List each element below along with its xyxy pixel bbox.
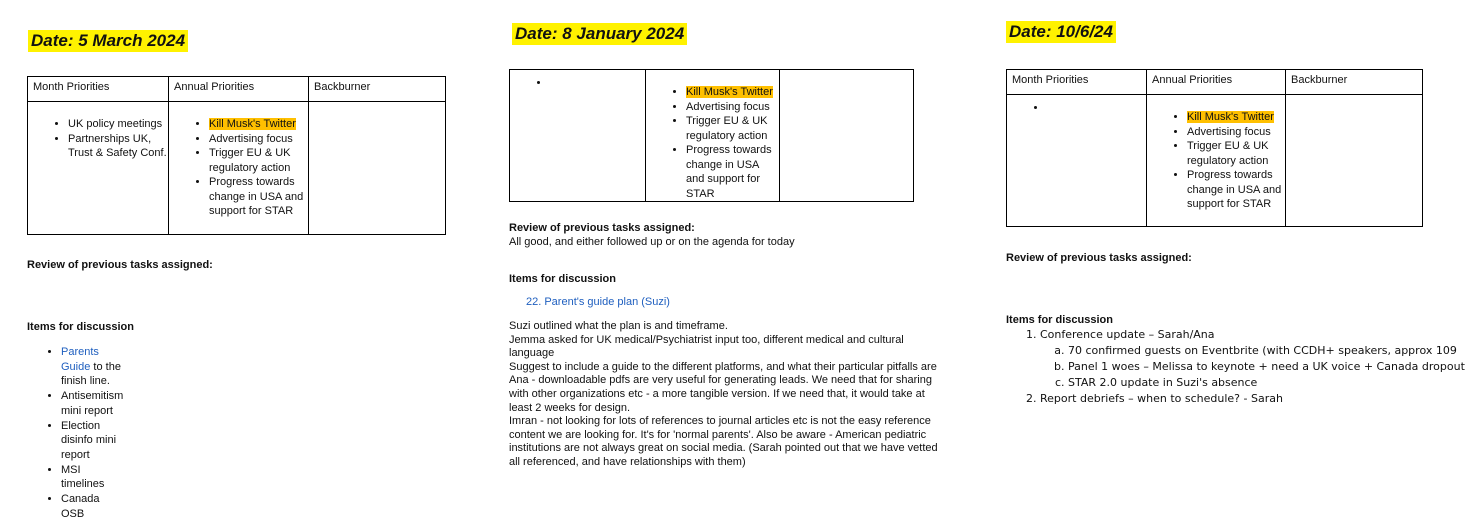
doc2-items-heading: Items for discussion bbox=[509, 273, 616, 285]
doc3-items-heading: Items for discussion bbox=[1006, 314, 1113, 326]
list-item: • Election disinfo mini report bbox=[61, 419, 123, 463]
doc3-header-annual: Annual Priorities bbox=[1147, 70, 1286, 95]
sub-list-item: a. 70 confirmed guests on Eventbrite (with CCDH+ speakers, approx 109 bbox=[1068, 343, 1480, 359]
list-item: • Trigger EU & UK regulatory action bbox=[686, 114, 779, 143]
doc3-header-month: Month Priorities bbox=[1007, 70, 1147, 95]
parents-guide-link[interactable]: Parents Guide bbox=[61, 346, 99, 373]
doc2-annual-cell bbox=[646, 70, 780, 202]
empty-list-item bbox=[1047, 101, 1146, 116]
list-item: • Trigger EU & UK regulatory action bbox=[209, 146, 308, 175]
sub-list-item: b. Panel 1 woes – Melissa to keynote + need a UK voice + Canada dropout bbox=[1068, 359, 1480, 375]
list-item: • Progress towards change in USA and support for STAR bbox=[209, 175, 308, 219]
list-item: • MSI timelines bbox=[61, 463, 123, 492]
doc3-annual-cell bbox=[1147, 95, 1286, 227]
doc1-backburner-cell bbox=[309, 102, 446, 235]
list-item bbox=[686, 85, 779, 100]
note-paragraph: Suzi outlined what the plan is and timeframe. bbox=[509, 320, 728, 332]
doc2-discussion-notes bbox=[509, 320, 947, 468]
list-item bbox=[209, 117, 308, 132]
sub-list-item: c. STAR 2.0 update in Suzi's absence bbox=[1068, 375, 1480, 391]
doc2-month-cell bbox=[510, 70, 646, 202]
doc2-review-heading: Review of previous tasks assigned: bbox=[509, 222, 695, 234]
doc1-priorities-table bbox=[27, 76, 446, 235]
doc1-month-cell bbox=[28, 102, 169, 235]
empty-list-item bbox=[550, 76, 645, 91]
doc2-date: Date: 8 January 2024 bbox=[512, 23, 687, 45]
doc3-priorities-table bbox=[1006, 69, 1423, 227]
note-paragraph: Ana - downloadable pdfs are very useful for generating leads. We need that for sharing with other organizations etc - a more tangible version. If we need that, it would take at least 2 weeks for design. bbox=[509, 374, 932, 414]
list-item: • Progress towards change in USA and support for STAR bbox=[686, 143, 779, 201]
doc1-items-list bbox=[27, 345, 123, 521]
highlighted-item: Kill Musk's Twitter bbox=[686, 86, 773, 98]
list-item: • Advertising focus bbox=[209, 132, 308, 147]
doc2-priorities-table bbox=[509, 69, 914, 202]
list-item: • Progress towards change in USA and support for STAR bbox=[1187, 168, 1285, 212]
doc2-review-text: All good, and either followed up or on the agenda for today bbox=[509, 236, 795, 248]
list-item: • Partnerships UK, Trust & Safety Conf. bbox=[68, 132, 168, 161]
list-item: • UK policy meetings bbox=[68, 117, 168, 132]
doc3-header-backburner: Backburner bbox=[1286, 70, 1423, 95]
doc3-month-cell bbox=[1007, 95, 1147, 227]
list-item: • Canada OSB bbox=[61, 492, 123, 521]
doc2-backburner-cell bbox=[780, 70, 914, 202]
doc3-review-heading: Review of previous tasks assigned: bbox=[1006, 252, 1192, 264]
note-paragraph: Imran - not looking for lots of references to journal articles etc is not the easy reference content we are looking for. It's for 'normal parents'. Also be aware - American pediatric institutions are not always great on social media. (Sarah pointed out that we have vetted all referenced, and have relationships with them) bbox=[509, 415, 938, 468]
highlighted-item: Kill Musk's Twitter bbox=[1187, 111, 1274, 123]
list-item: • Parents Guide to the finish line. bbox=[61, 345, 123, 389]
list-item: • Trigger EU & UK regulatory action bbox=[1187, 139, 1285, 168]
sub-list bbox=[1040, 343, 1480, 391]
doc1-annual-cell bbox=[169, 102, 309, 235]
note-paragraph: Jemma asked for UK medical/Psychiatrist input too, different medical and cultural language bbox=[509, 333, 904, 360]
highlighted-item: Kill Musk's Twitter bbox=[209, 118, 296, 130]
doc1-items-heading: Items for discussion bbox=[27, 321, 134, 333]
list-item: 1. Conference update – Sarah/Ana a. 70 confirmed guests on Eventbrite (with CCDH+ speakers, approx 109 b. Panel 1 woes – Melissa to keynote + need a UK voice + Canada dropout c. STAR 2.0 update in Suzi's absence bbox=[1040, 327, 1480, 391]
list-item: • Advertising focus bbox=[686, 100, 779, 115]
doc1-date: Date: 5 March 2024 bbox=[28, 30, 188, 52]
list-item: • Antisemitism mini report bbox=[61, 389, 123, 418]
doc1-header-backburner: Backburner bbox=[309, 77, 446, 102]
doc1-header-annual: Annual Priorities bbox=[169, 77, 309, 102]
list-item: 2. Report debriefs – when to schedule? - Sarah bbox=[1040, 391, 1480, 407]
doc3-backburner-cell bbox=[1286, 95, 1423, 227]
doc1-header-month: Month Priorities bbox=[28, 77, 169, 102]
list-item bbox=[1187, 110, 1285, 125]
doc3-date: Date: 10/6/24 bbox=[1006, 21, 1116, 43]
list-item: • Advertising focus bbox=[1187, 125, 1285, 140]
doc3-numbered-list bbox=[1006, 327, 1480, 407]
note-paragraph: Suggest to include a guide to the different platforms, and what their particular pitfalls are bbox=[509, 360, 937, 373]
parents-guide-plan-link[interactable]: 22. Parent's guide plan (Suzi) bbox=[526, 296, 670, 308]
doc1-review-heading: Review of previous tasks assigned: bbox=[27, 259, 213, 271]
